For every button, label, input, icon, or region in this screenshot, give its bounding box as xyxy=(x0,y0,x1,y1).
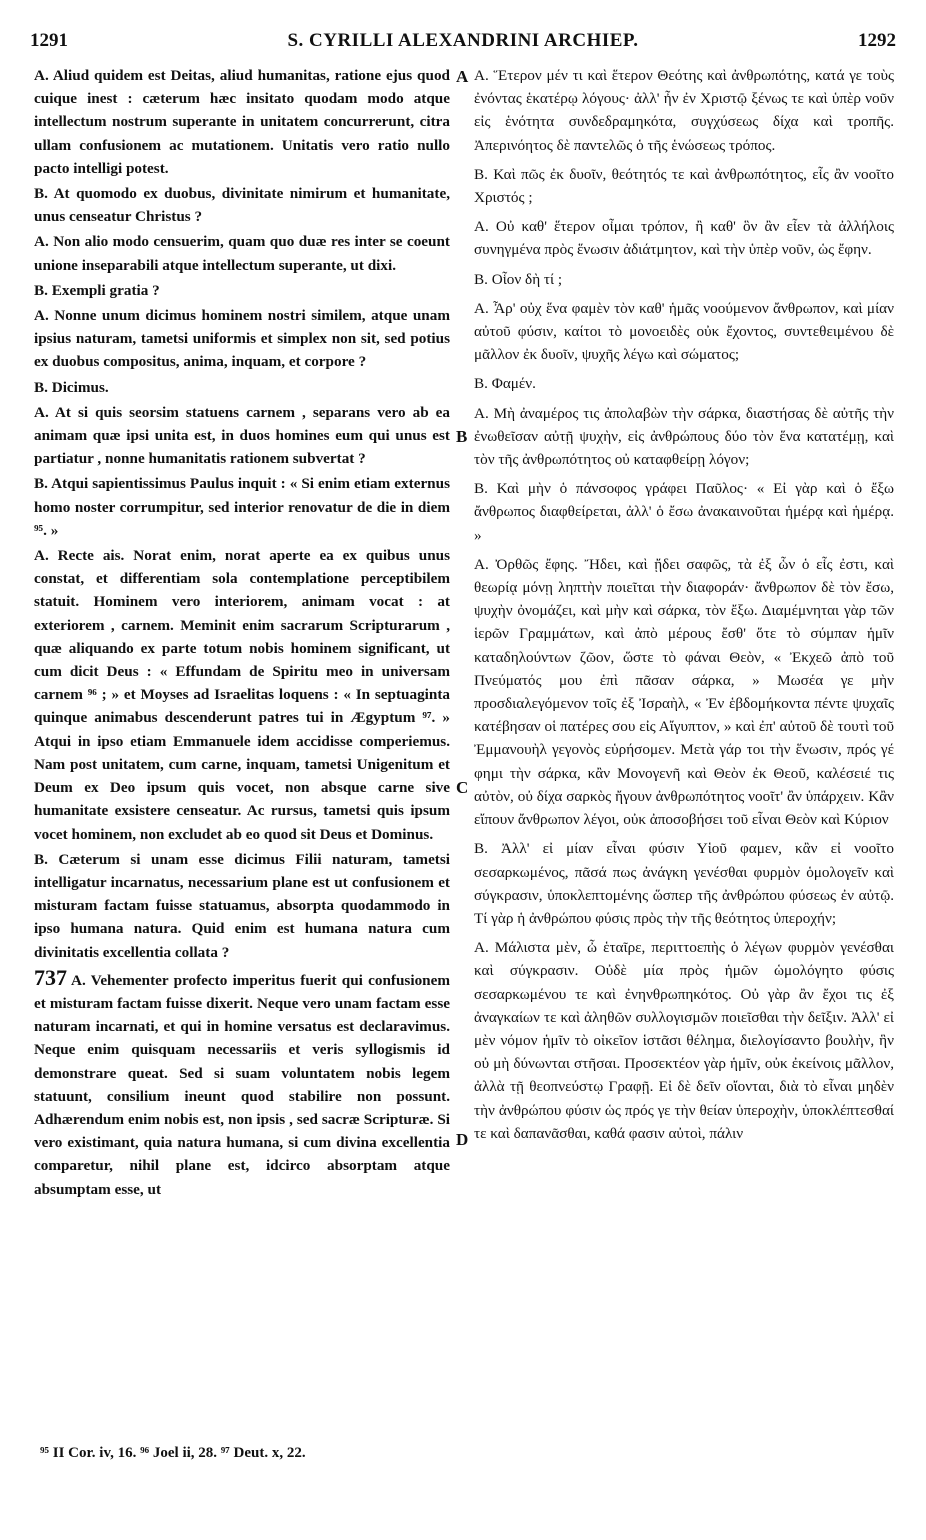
greek-paragraph: A. Ἆρ' οὐχ ἕνα φαμὲν τὸν καθ' ἡμᾶς νοούμενον ἄνθρωπον, καὶ μίαν αὐτοῦ φύσιν, καίτοι τὸ μονοειδὲς οὐκ ἔχοντος, συντεθειμένου δὲ μᾶλλον ἐκ δυοῖν, ψυχῆς λέγω καὶ σώματος; xyxy=(474,299,894,364)
latin-paragraph-with-column-number xyxy=(34,966,450,1201)
greek-paragraph: B. Καὶ πῶς ἐκ δυοῖν, θεότητός τε καὶ ἀνθρωπότητος, εἷς ἂν νοοῖτο Χριστός ; xyxy=(474,165,894,207)
greek-paragraph: A. Ὀρθῶς ἔφης. Ἤδει, καὶ ᾔδει σαφῶς, τὰ ἐξ ὧν ὁ εἷς ἐστι, καὶ θεωρίᾳ μόνῃ ληπτὴν ποιεῖται τὴν διαφοράν· ἄνθρωπον δὲ τὸν ἔσω, ψυχὴν ὀνομάζει, καὶ μὴν καὶ σάρκα, τὸν ἔξω. Διαμέμνηται γὰρ τῶν ἱερῶν Γραμμάτων, καὶ ἀπὸ μέρους ἔσθ' ὅτε τὸ σύμπαν ἡμῖν καταδηλούντων ζῶον, ὥστε τὸ φάναι Θεὸν, « Ἐκχεῶ ἀπὸ τοῦ Πνεύματός μου ἐπὶ πᾶσαν σάρκα, » Μωσέα γε μὴν προσδιαλεγόμενον τοῖς ἐξ Ἰσραὴλ, « Ἐν ἑβδομήκοντα πέντε ψυχαῖς κατέβησαν οἱ πατέρες σου εἰς Αἴγυπτον, » καὶ ἐπ' αὐτοῦ δὲ τουτὶ τοῦ Ἐμμανουὴλ γεγονὸς εὑρήσομεν. Μετὰ γάρ τοι τὴν ἕνωσιν, πρός γέ φημι τὴν σάρκα, κἂν Μονογενῆ καὶ Θεὸν ἐκ Θεοῦ, καλέσειέ τις αὐτὸν, οὐ δίχα σαρκὸς ἤγουν ἀνθρωπότητος νοοῖτ' ἂν ὑπάρχειν. Κἂν εἴπουν ἄνθρωπον λέγοι, οὐκ ἀποσοβήσει τοῦ εἶναι Θεὸν καὶ Κύριον xyxy=(474,555,894,829)
latin-paragraph: B. Cæterum si unam esse dicimus Filii naturam, tametsi intelligatur incarnatus, necessarium plane est ut confusionem et misturam factam fuisse statuamus, absorpta quodammodo in ipso humana natura. Quid enim est humana natura cum divinitatis excellentia collata ? xyxy=(34,850,450,961)
footnotes: ⁹⁵ II Cor. iv, 16. ⁹⁶ Joel ii, 28. ⁹⁷ Deut. x, 22. xyxy=(40,1445,306,1461)
latin-paragraph: B. Dicimus. xyxy=(34,378,109,396)
greek-paragraph: A. Ἕτερον μέν τι καὶ ἕτερον Θεότης καὶ ἀνθρωπότης, κατά γε τοὺς ἐνόντας ἑκατέρῳ λόγους· ἀλλ' ἦν ἐν Χριστῷ ξένως τε καὶ ὑπὲρ νοῦν εἰς ἑνότητα συνδεδραμηκότα, συγχύσεως δίχα καὶ τροπῆς. Ἀπερινόητος δὲ παντελῶς ὁ τῆς ἑνώσεως τρόπος. xyxy=(474,67,894,154)
greek-paragraph: B. Οἷον δὴ τί ; xyxy=(474,270,563,288)
page-number-right: 1292 xyxy=(858,30,896,51)
margin-letter-d: D xyxy=(456,1130,469,1149)
latin-paragraph: A. Recte ais. Norat enim, norat aperte ea ex quibus unus constat, et differentiam sola contemplatione perceptibilem statuit. Hominem vero interiorem, animam vocat : at exteriorem , carnem. Meminit enim sacrarum Scripturarum , quæ aliquando ex parte totum nobis hominem significant, ut cum dicit Deus : « Effundam de Spiritu meo in universam carnem ⁹⁶ ; » et Moyses ad Israelitas loquens : « In septuaginta quinque animabus descenderunt patres tui in Ægyptum ⁹⁷. » Atqui in ipso etiam Emmanuele idem accidisse comperiemus. Nam post unitatem, cum carne, inquam, tametsi Unigenitum et Deum ex Deo ipsum quis vocet, non absque carne sive humanitate exsistere censeatur. Ac rursus, tametsi quis ipsum vocet hominem, non excludet ab eo quod sit Deus et Dominus. xyxy=(34,547,450,843)
greek-paragraph: B. Φαμέν. xyxy=(474,375,536,393)
margin-letter-b: B xyxy=(456,427,468,446)
latin-paragraph: A. At si quis seorsim statuens carnem , separans vero ab ea animam quæ ipsi unita est, in duos homines eum qui unus est partiatur , nonne humanitatis rationem subvertat ? xyxy=(34,403,450,468)
margin-letter-a: A xyxy=(456,67,469,86)
latin-paragraph: A. Non alio modo censuerim, quam quo duæ res inter se coeunt unione inseparabili atque intellectum superante, ut dixi. xyxy=(34,233,450,274)
latin-paragraph: A. Nonne unum dicimus hominem nostri similem, atque unam ipsius naturam, tametsi uniformis et simplex non sit, sed potius ex duobus compositus, anima, inquam, et corpore ? xyxy=(34,307,450,371)
greek-paragraph: A. Μάλιστα μὲν, ὦ ἑταῖρε, περιττοεπὴς ὁ λέγων φυρμὸν γενέσθαι καὶ σύγκρασιν. Οὐδὲ μία πρὸς ἡμῶν ὡμολόγητο φύσις σεσαρκωμένου τε καὶ ἐνηνθρωπηκότος. Οὐ γὰρ ἂν ἔχοι τις ἐξ ἀναγκαίων τε καὶ ἀληθῶν συλλογισμῶν ποιεῖσθαι τὴν δεῖξιν. Ἀλλ' εἰ μὲν νόμον ἡμῖν τὸ οἰκεῖον ἱστᾶσι θέλημα, διελογίσαντο βουλὴν, ἣν οὐ μὴ δύνωνται στῆσαι. Προσεκτέον γὰρ ἡμῖν, οὐκ ἐκείνοις μᾶλλον, ἀλλὰ τῇ θεοπνεύστῳ Γραφῇ. Εἰ δὲ δεῖν οἴονται, διὰ τὸ εἶναι μηδὲν τὴν ἀνθρώπου φύσιν ὡς πρός γε τὴν θείαν ὑπεροχὴν, ὑποκλέπτεσθαί τε καὶ δαπανᾶσθαι, καθά φασιν αὐτοὶ, πάλιν xyxy=(474,939,894,1142)
margin-letter-c: C xyxy=(456,778,469,797)
greek-paragraph: A. Μὴ ἀναμέρος τις ἀπολαβὼν τὴν σάρκα, διαστήσας δὲ αὐτῆς τὴν ἐνωθεῖσαν αὐτῇ ψυχὴν, εἰς ἀνθρώπους δύο τὸν ἕνα κατατέμῃ, καὶ τὸν τῆς ἀνθρωπότητος οὐ καταφθείρῃ λόγον; xyxy=(474,404,894,469)
latin-paragraph-text: A. Vehementer profecto imperitus fuerit qui confusionem et misturam factam fuisse dixerit. Neque vero unam factam esse naturam incarnati, et qui in homine versatus est declaravimus. Neque enim quisquam necessariis et veris syllogismis id demonstrare queat. Sed si suam voluntatem nobis legem statuunt, consilium ineunt quod stabilire non possunt. Adhærendum enim nobis est, non ipsis , sed sacræ Scripturæ. Si vero existimant, quia natura humana, si cum divina excellentia comparetur, nihil plane est, idcirco absorptam atque absumptam esse, ut xyxy=(34,971,450,1198)
greek-paragraph: B. Καὶ μὴν ὁ πάνσοφος γράφει Παῦλος· « Εἰ γὰρ καὶ ὁ ἔξω ἄνθρωπος διαφθείρεται, ἀλλ' ὁ ἔσω ἀνακαινοῦται ἡμέρᾳ καὶ ἡμέρᾳ. » xyxy=(474,480,894,544)
running-header xyxy=(30,30,896,54)
latin-paragraph: A. Aliud quidem est Deitas, aliud humanitas, ratione ejus quod cuique inest : cæterum hæc insitato quodam modo atque intellectum nostrum superante in unitatem concurrerunt, citra ullam confusionem ac mutationem. Unitatis vero ratio nullo pacto intelligi potest. xyxy=(34,67,450,177)
greek-paragraph: A. Οὐ καθ' ἕτερον οἶμαι τρόπον, ἢ καθ' ὃν ἂν εἶεν τὰ ἀλλήλοις συνηγμένα πρὸς ἕνωσιν ἀδιάτμητον, καὶ τὴν ὑπὲρ νοῦν, ὡς ἔφην. xyxy=(474,218,894,259)
column-number: 737 xyxy=(34,964,67,990)
running-title: S. CYRILLI ALEXANDRINI ARCHIEP. xyxy=(287,30,639,51)
latin-paragraph: B. At quomodo ex duobus, divinitate nimirum et humanitate, unus censeatur Christus ? xyxy=(34,185,450,226)
latin-paragraph: B. Exempli gratia ? xyxy=(34,281,160,299)
latin-column xyxy=(34,64,450,1203)
greek-column xyxy=(474,64,894,1151)
latin-paragraph: B. Atqui sapientissimus Paulus inquit : « Si enim etiam externus homo noster corrumpitur, sed interior renovatur de die in diem ⁹⁵. » xyxy=(34,475,450,539)
greek-paragraph: B. Ἀλλ' εἰ μίαν εἶναι φύσιν Υἱοῦ φαμεν, κἂν εἰ νοοῖτο σεσαρκωμένος, πᾶσά πως ἀνάγκη γενέσθαι φυρμὸν ὁμολογεῖν καὶ σύγκρασιν, ὑποκλεπτομένης ὥσπερ τῆς ἀνθρώπου φύσεως ἐν αὐτῷ. Τί γὰρ ἡ ἀνθρώπου φύσις πρὸς τὴν τῆς θεότητος ὑπεροχήν; xyxy=(474,840,894,927)
page-number-left: 1291 xyxy=(30,30,68,51)
